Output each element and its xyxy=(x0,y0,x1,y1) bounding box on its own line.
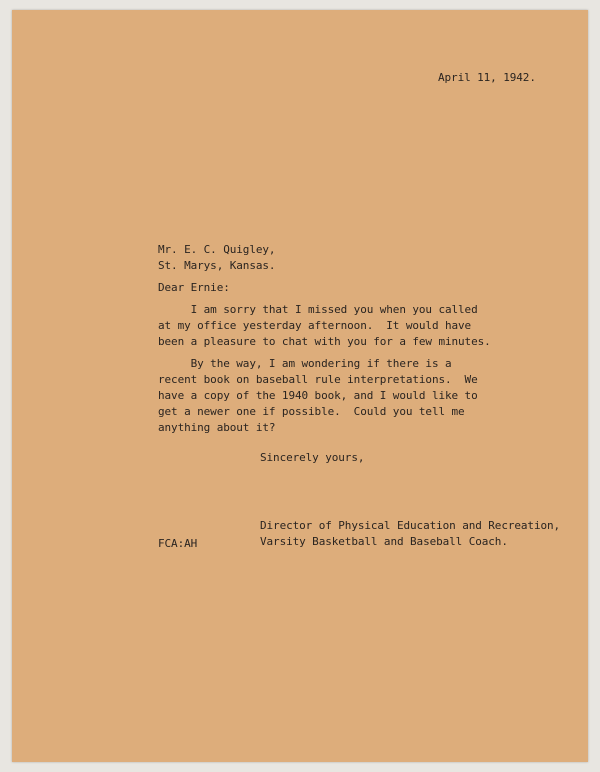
signer-title: Varsity Basketball and Baseball Coach. xyxy=(260,535,508,548)
recipient-address: St. Marys, Kansas. xyxy=(158,259,276,272)
paragraph1-line: been a pleasure to chat with you for a few minutes. xyxy=(158,335,491,348)
closing: Sincerely yours, xyxy=(260,451,365,464)
salutation: Dear Ernie: xyxy=(158,281,230,294)
paragraph2-line: By the way, I am wondering if there is a xyxy=(158,357,452,370)
signer-title: Director of Physical Education and Recreation, xyxy=(260,519,561,532)
paragraph2-line: get a newer one if possible. Could you tell me xyxy=(158,405,465,418)
paragraph1-line: at my office yesterday afternoon. It would have xyxy=(158,319,472,332)
recipient-name: Mr. E. C. Quigley, xyxy=(158,243,276,256)
paragraph1-line: I am sorry that I missed you when you called xyxy=(158,303,478,316)
typist-initials: FCA:AH xyxy=(158,537,198,550)
paragraph2-line: anything about it? xyxy=(158,421,276,434)
letter-page xyxy=(12,10,588,762)
paragraph2-line: have a copy of the 1940 book, and I would like to xyxy=(158,389,478,402)
letter-date: April 11, 1942. xyxy=(438,71,536,84)
paragraph2-line: recent book on baseball rule interpretations. We xyxy=(158,373,478,386)
